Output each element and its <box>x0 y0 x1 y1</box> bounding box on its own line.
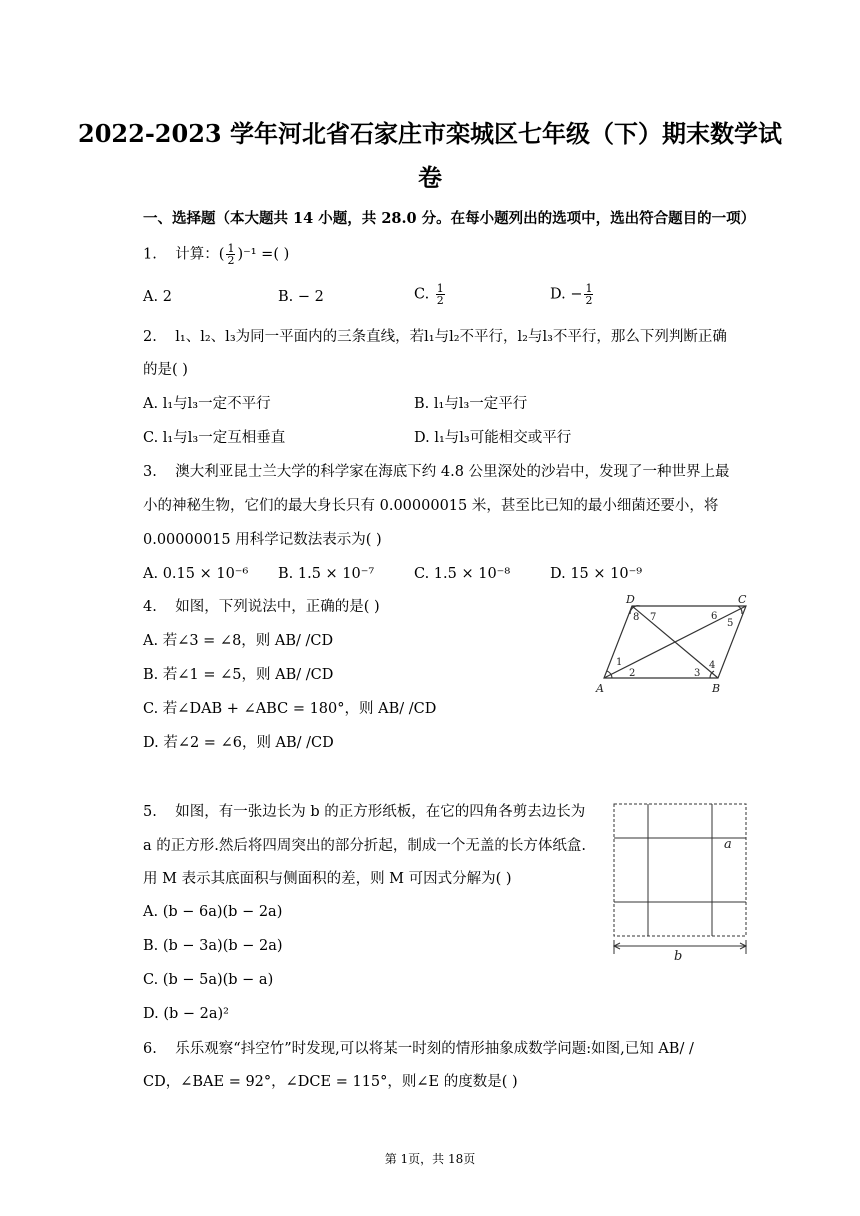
doc-title-line2: 卷 <box>418 163 442 192</box>
label-b: b <box>674 949 683 964</box>
q4-stem: 4. 如图，下列说法中，正确的是( ) <box>143 599 380 615</box>
q4-option-d: D. 若∠2 = ∠6，则 AB/ /CD <box>143 735 334 751</box>
label-angle-4: 4 <box>709 660 716 671</box>
angle-arc-a <box>607 671 612 678</box>
page-footer: 第 1页，共 18页 <box>384 1152 476 1166</box>
label-angle-8: 8 <box>633 612 640 623</box>
q5-stem-line2: a 的正方形.然后将四周突出的部分折起，制成一个无盖的长方体纸盒. <box>143 838 586 854</box>
q2-option-c: C. l₁与l₃一定互相垂直 <box>143 430 286 446</box>
q5-stem-line3: 用 M 表示其底面积与侧面积的差，则 M 可因式分解为( ) <box>143 871 512 887</box>
q4-option-a: A. 若∠3 = ∠8，则 AB/ /CD <box>143 633 334 649</box>
q3-option-d: D. 15 × 10⁻⁹ <box>550 566 643 582</box>
outer-square-dashed <box>614 804 746 936</box>
q1-option-d: D. − $\frac{1}{2}$ <box>550 282 593 307</box>
q6-stem-line1: 6. 乐乐观察“抖空竹”时发现,可以将某一时刻的情形抽象成数学问题:如图,已知 AB/ / <box>143 1041 694 1057</box>
label-b: B <box>712 682 721 695</box>
q3-stem-line3: 0.00000015 用科学记数法表示为( ) <box>143 532 382 548</box>
q5-stem-line1: 5. 如图，有一张边长为 b 的正方形纸板，在它的四角各剪去边长为 <box>143 804 586 820</box>
q2-option-b: B. l₁与l₃一定平行 <box>414 396 528 412</box>
label-a: a <box>724 837 732 852</box>
q6-stem-line2: CD，∠BAE = 92°，∠DCE = 115°，则∠E 的度数是( ) <box>143 1074 518 1090</box>
diagonal-db <box>632 606 718 678</box>
q3-option-a: A. 0.15 × 10⁻⁶ <box>143 566 249 582</box>
q5-option-d: D. (b − 2a)² <box>143 1006 229 1022</box>
label-c: C <box>738 593 747 606</box>
label-angle-6: 6 <box>711 611 718 622</box>
label-angle-2: 2 <box>629 668 636 679</box>
q1-option-b: B. − 2 <box>278 289 324 305</box>
q5-square-paper-figure <box>608 798 754 966</box>
q1-stem: 1. 计算：( $\frac{1}{2}$ )⁻¹ =( ) <box>143 242 290 267</box>
q2-stem-line1: 2. l₁、l₂、l₃为同一平面内的三条直线，若l₁与l₂不平行，l₂与l₃不平行，那么下列判断正确 <box>143 329 727 345</box>
q3-option-b: B. 1.5 × 10⁻⁷ <box>278 566 375 582</box>
doc-title-line1: 2022-2023 学年河北省石家庄市栾城区七年级（下）期末数学试 <box>78 119 782 148</box>
label-angle-3: 3 <box>694 668 701 679</box>
q1-fraction: $\frac{1}{2}$ <box>227 242 235 267</box>
q1-option-c: C. $\frac{1}{2}$ <box>414 282 444 307</box>
q2-option-d: D. l₁与l₃可能相交或平行 <box>414 430 572 446</box>
q1-option-a: A. 2 <box>143 289 172 305</box>
label-angle-7: 7 <box>650 612 657 623</box>
q2-option-a: A. l₁与l₃一定不平行 <box>143 396 271 412</box>
label-d: D <box>626 593 635 606</box>
q3-stem-line1: 3. 澳大利亚昆士兰大学的科学家在海底下约 4.8 公里深处的沙岩中，发现了一种世界上最 <box>143 464 730 480</box>
q4-option-c: C. 若∠DAB + ∠ABC = 180°，则 AB/ /CD <box>143 701 437 717</box>
q5-option-b: B. (b − 3a)(b − 2a) <box>143 938 283 954</box>
q3-option-c: C. 1.5 × 10⁻⁸ <box>414 566 511 582</box>
q5-option-a: A. (b − 6a)(b − 2a) <box>143 904 283 920</box>
q3-stem-line2: 小的神秘生物，它们的最大身长只有 0.00000015 米，甚至比已知的最小细菌还要小，将 <box>143 498 719 514</box>
label-angle-5: 5 <box>727 618 734 629</box>
q2-stem-line2: 的是( ) <box>143 362 188 378</box>
label-a: A <box>596 682 604 695</box>
q4-option-b: B. 若∠1 = ∠5，则 AB/ /CD <box>143 667 334 683</box>
q5-option-c: C. (b − 5a)(b − a) <box>143 972 274 988</box>
label-angle-1: 1 <box>616 657 623 668</box>
q4-parallelogram-figure <box>590 592 760 700</box>
section-heading: 一、选择题（本大题共 14 小题，共 28.0 分。在每小题列出的选项中，选出符合题目的一项） <box>143 210 756 227</box>
